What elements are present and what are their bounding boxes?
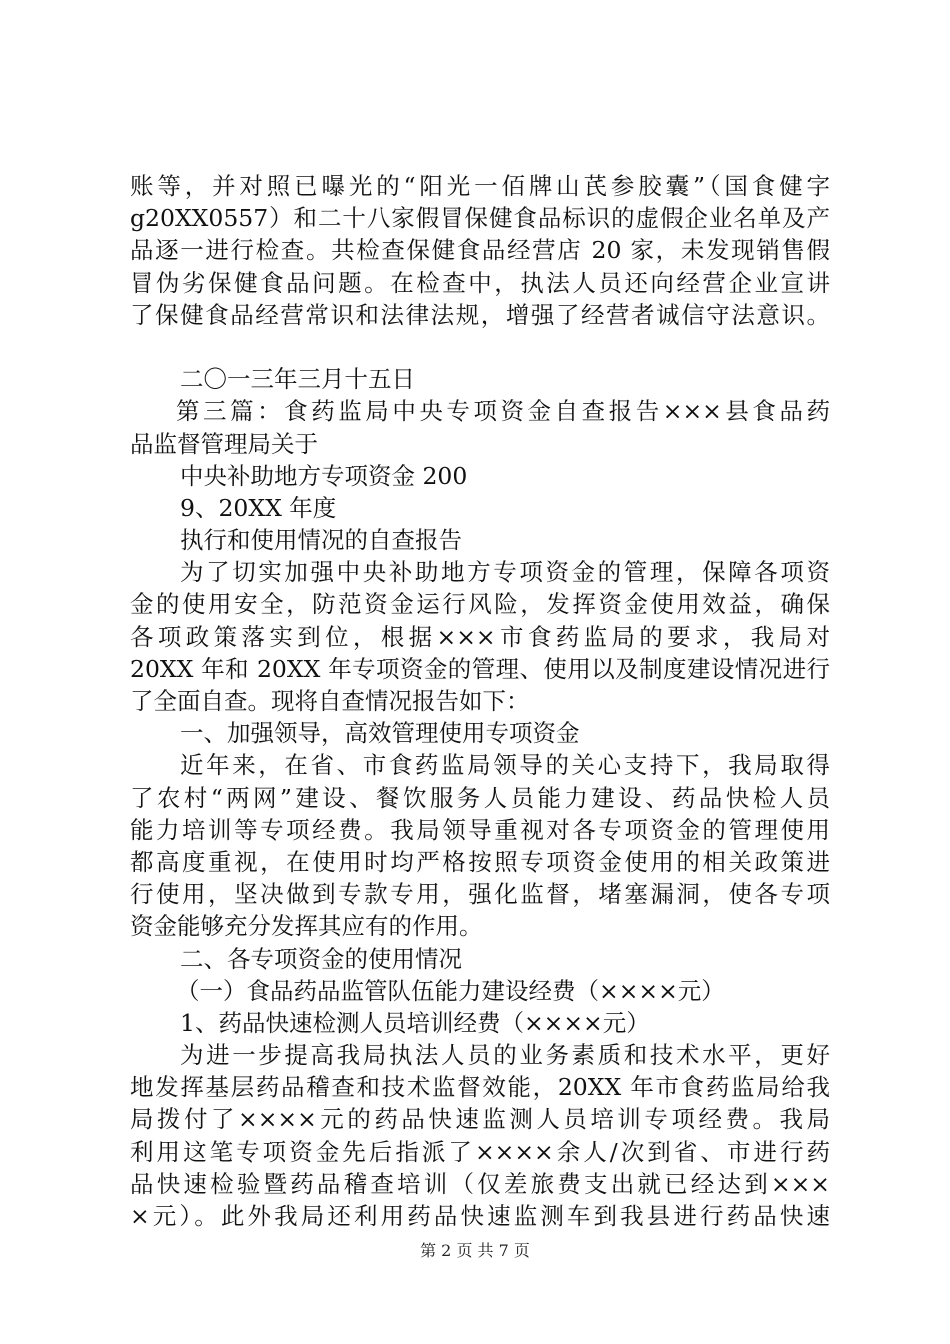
text-line: ×元）。此外我局还利用药品快速监测车到我县进行药品快速 xyxy=(130,1202,830,1230)
text-line: 近年来，在省、市食药监局领导的关心支持下，我局取得 xyxy=(180,751,830,780)
document-body xyxy=(130,170,830,1232)
text-line: 了保健食品经营常识和法律法规，增强了经营者诚信守法意识。 xyxy=(130,300,830,329)
page-footer xyxy=(0,1241,950,1261)
text-line: 1、药品快速检测人员培训经费（××××元） xyxy=(180,1008,650,1037)
text-line: 20XX 年和 20XX 年专项资金的管理、使用以及制度建设情况进行 xyxy=(130,654,830,683)
text-line: （一）食品药品监管队伍能力建设经费（××××元） xyxy=(176,976,725,1005)
text-line: 资金能够充分发挥其应有的作用。 xyxy=(130,912,483,941)
text-line: 了农村“两网”建设、餐饮服务人员能力建设、药品快检人员 xyxy=(130,783,830,812)
text-line: g20XX0557）和二十八家假冒保健食品标识的虚假企业名单及产 xyxy=(130,204,830,233)
text-line: 为进一步提高我局执法人员的业务素质和技术水平，更好 xyxy=(180,1041,830,1070)
text-line: 品监督管理局关于 xyxy=(130,429,318,458)
text-line: 都高度重视，在使用时均严格按照专项资金使用的相关政策进 xyxy=(130,847,830,876)
text-line: 二、各专项资金的使用情况 xyxy=(180,944,462,973)
text-line: 各项政策落实到位，根据×××市食药监局的要求，我局对 xyxy=(130,622,830,651)
text-line: 局拨付了××××元的药品快速监测人员培训专项经费。我局 xyxy=(130,1105,830,1134)
text-line: 二〇一三年三月十五日 xyxy=(180,365,415,394)
text-line: 能力培训等专项经费。我局领导重视对各专项资金的管理使用 xyxy=(130,815,830,844)
text-line: 一、加强领导，高效管理使用专项资金 xyxy=(180,719,580,748)
text-line: 地发挥基层药品稽查和技术监督效能，20XX 年市食药监局给我 xyxy=(130,1073,830,1102)
text-line: 金的使用安全，防范资金运行风险，发挥资金使用效益，确保 xyxy=(130,590,830,619)
text-line: 中央补助地方专项资金 200 xyxy=(180,461,468,490)
page-number-label: 第 2 页 共 7 页 xyxy=(420,1241,530,1260)
text-line: 第三篇：食药监局中央专项资金自查报告×××县食品药 xyxy=(176,397,830,426)
blank-line xyxy=(130,331,830,363)
text-line: 冒伪劣保健食品问题。在检查中，执法人员还向经营企业宣讲 xyxy=(130,268,830,297)
text-line: 品快速检验暨药品稽查培训（仅差旅费支出就已经达到××× xyxy=(130,1169,830,1198)
text-line: 为了切实加强中央补助地方专项资金的管理，保障各项资 xyxy=(180,558,830,587)
text-line: 行使用，坚决做到专款专用，强化监督，堵塞漏洞，使各专项 xyxy=(130,880,830,909)
text-line: 品逐一进行检查。共检查保健食品经营店 20 家，未发现销售假 xyxy=(130,236,830,265)
text-line: 利用这笔专项资金先后指派了××××余人/次到省、市进行药 xyxy=(130,1137,830,1166)
text-line: 执行和使用情况的自查报告 xyxy=(180,526,462,555)
text-line: 9、20XX 年度 xyxy=(180,493,337,522)
text-line: 账等，并对照已曝光的“阳光一佰牌山芪参胶囊”（国食健字 xyxy=(130,172,830,200)
text-line: 了全面自查。现将自查情况报告如下： xyxy=(130,687,530,715)
